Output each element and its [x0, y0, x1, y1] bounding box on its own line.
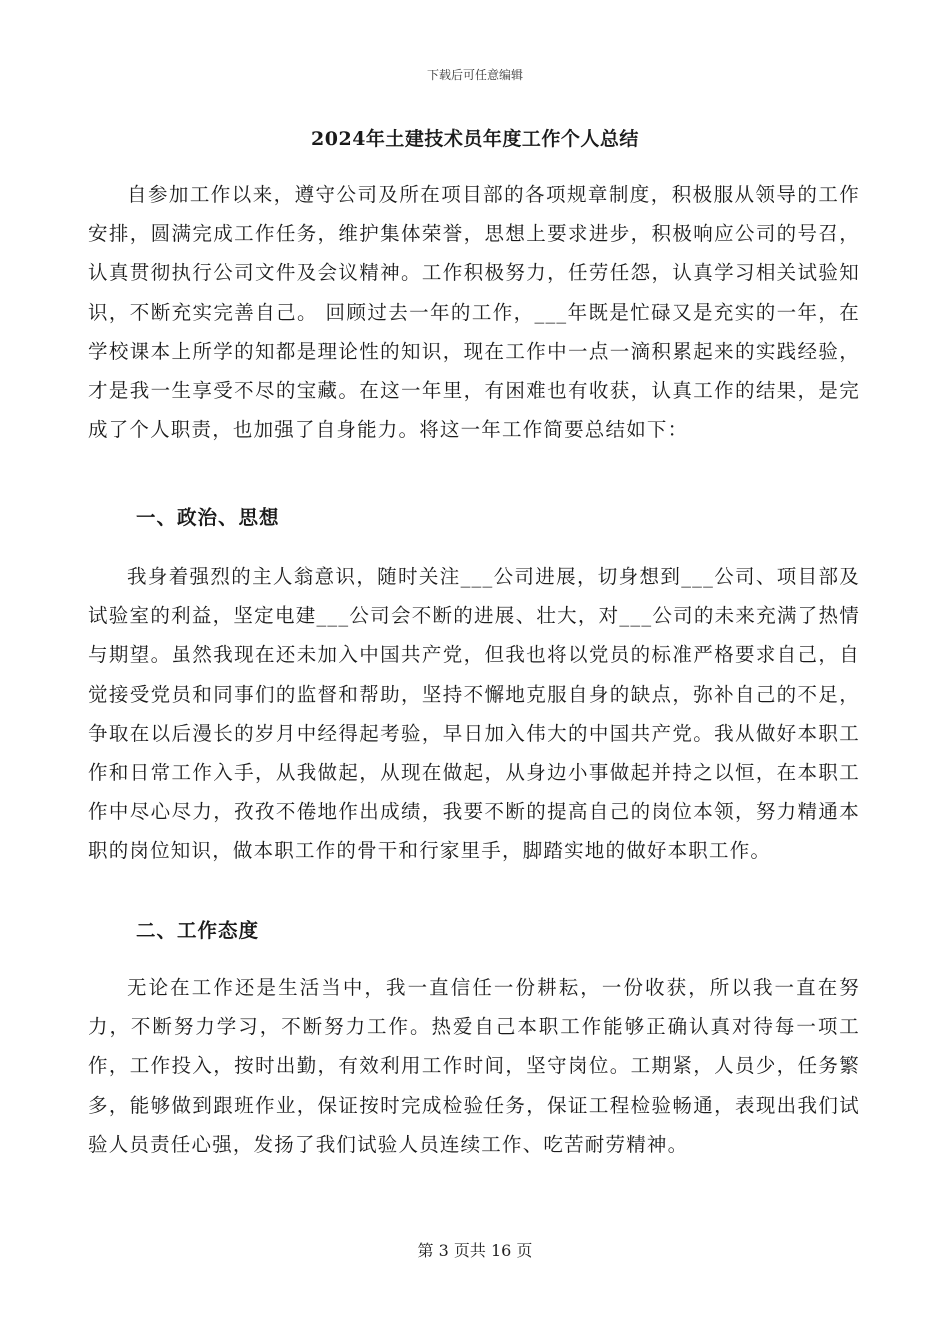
politics-paragraph: 我身着强烈的主人翁意识，随时关注___公司进展，切身想到___公司、项目部及试验室的利益，坚定电建___公司会不断的进展、壮大，对___公司的未来充满了热情与期望。虽然我现在还未加入中国共产党，但我也将以党员的标准严格要求自己，自觉接受党员和同事们的监督和帮助，坚持不懈地克服自身的缺点，弥补自己的不足，争取在以后漫长的岁月中经得起考验，早日加入伟大的中国共产党。我从做好本职工作和日常工作入手，从我做起，从现在做起，从身边小事做起并持之以恒，在本职工作中尽心尽力，孜孜不倦地作出成绩，我要不断的提高自己的岗位本领，努力精通本职的岗位知识，做本职工作的骨干和行家里手，脚踏实地的做好本职工作。: [88, 565, 860, 863]
document-title: 2024年土建技术员年度工作个人总结: [311, 128, 639, 150]
header-note: 下载后可任意编辑: [426, 68, 523, 82]
section-heading-politics: 一、政治、思想: [136, 506, 280, 529]
attitude-paragraph: 无论在工作还是生活当中，我一直信任一份耕耘，一份收获，所以我一直在努力，不断努力学习，不断努力工作。热爱自己本职工作能够正确认真对待每一项工作，工作投入，按时出勤，有效利用工作时间，坚守岗位。工期紧，人员少，任务繁多，能够做到跟班作业，保证按时完成检验任务，保证工程检验畅通，表现出我们试验人员责任心强，发扬了我们试验人员连续工作、吃苦耐劳精神。: [88, 976, 860, 1156]
section-heading-attitude: 二、工作态度: [136, 919, 260, 942]
page-number: 第 3 页共 16 页: [417, 1241, 533, 1260]
intro-paragraph: 自参加工作以来，遵守公司及所在项目部的各项规章制度，积极服从领导的工作安排，圆满完成工作任务，维护集体荣誉，思想上要求进步，积极响应公司的号召，认真贯彻执行公司文件及会议精神。工作积极努力，任劳任怨，认真学习相关试验知识，不断充实完善自己。 回顾过去一年的工作，___年既是忙碌又是充实的一年，在学校课本上所学的知都是理论性的知识，现在工作中一点一滴积累起来的实践经验，才是我一生享受不尽的宝藏。在这一年里，有困难也有收获，认真工作的结果，是完成了个人职责，也加强了自身能力。将这一年工作简要总结如下：: [88, 183, 860, 442]
